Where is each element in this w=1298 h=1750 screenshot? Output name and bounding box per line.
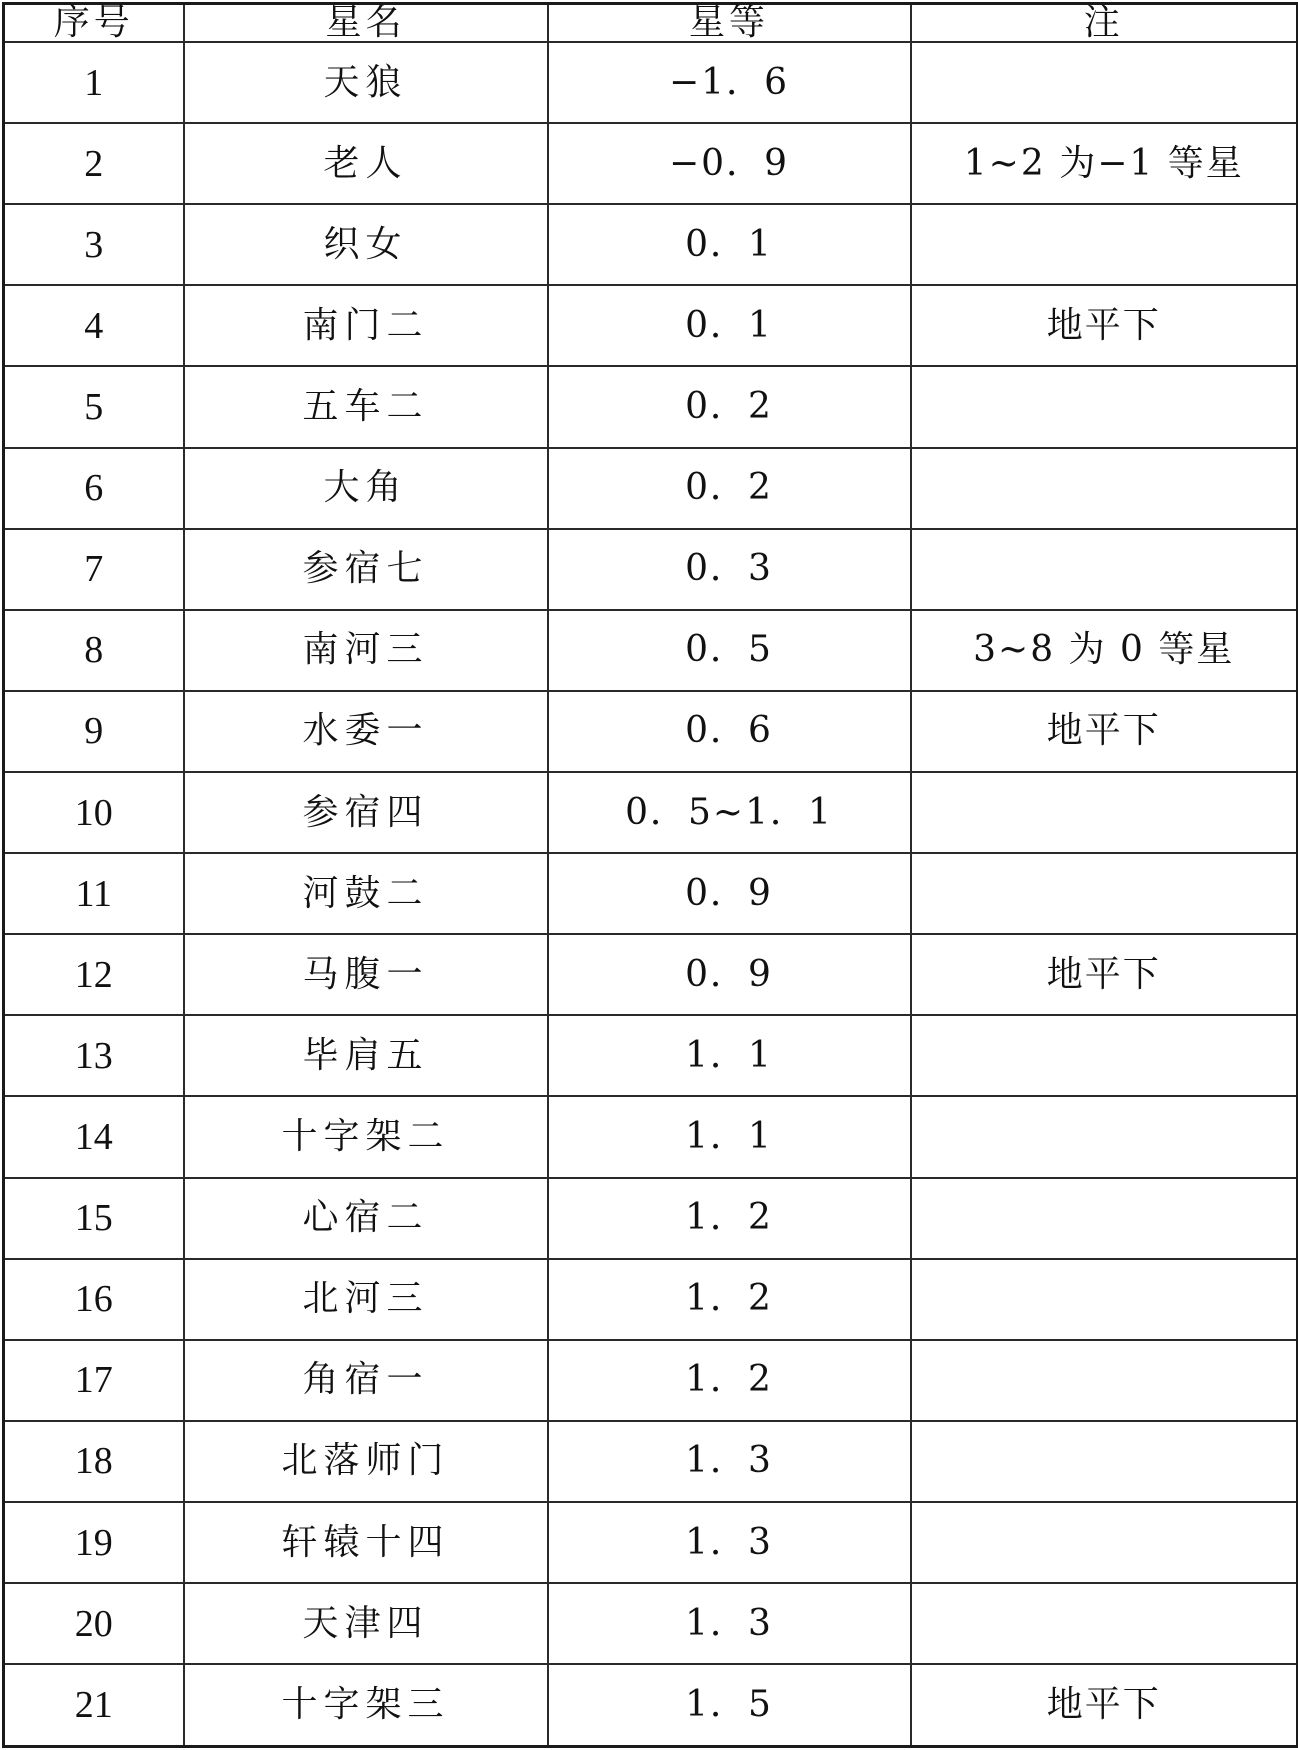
table-row xyxy=(4,853,1298,934)
row-star-name: 南河三 xyxy=(184,610,548,691)
row-note: 地平下 xyxy=(911,934,1298,1015)
row-note: 1~2 为−1 等星 xyxy=(911,123,1298,204)
row-index: 4 xyxy=(4,285,184,366)
row-magnitude: 1．1 xyxy=(548,1015,911,1096)
row-magnitude: 0．5 xyxy=(548,610,911,691)
row-star-name: 织女 xyxy=(184,204,548,285)
row-note xyxy=(911,42,1298,123)
table-body xyxy=(4,42,1298,1747)
row-note xyxy=(911,1259,1298,1340)
row-star-name: 天狼 xyxy=(184,42,548,123)
row-magnitude: 1．5 xyxy=(548,1664,911,1746)
row-index: 14 xyxy=(4,1096,184,1177)
row-star-name: 心宿二 xyxy=(184,1178,548,1259)
row-note xyxy=(911,772,1298,853)
table-row xyxy=(4,1664,1298,1746)
row-note xyxy=(911,853,1298,934)
row-magnitude: 1．3 xyxy=(548,1583,911,1664)
row-note: 3~8 为 0 等星 xyxy=(911,610,1298,691)
row-magnitude: 0．5~1．1 xyxy=(548,772,911,853)
table-header-row xyxy=(4,4,1298,43)
row-magnitude: 0．9 xyxy=(548,853,911,934)
row-note xyxy=(911,1421,1298,1502)
row-index: 3 xyxy=(4,204,184,285)
row-note xyxy=(911,1340,1298,1421)
row-star-name: 参宿四 xyxy=(184,772,548,853)
row-star-name: 老人 xyxy=(184,123,548,204)
row-index: 2 xyxy=(4,123,184,204)
row-magnitude: 1．3 xyxy=(548,1421,911,1502)
row-magnitude: −1．6 xyxy=(548,42,911,123)
table-row xyxy=(4,285,1298,366)
row-magnitude: 0．9 xyxy=(548,934,911,1015)
row-star-name: 轩辕十四 xyxy=(184,1502,548,1583)
table-row xyxy=(4,772,1298,853)
table-row xyxy=(4,691,1298,772)
row-index: 9 xyxy=(4,691,184,772)
row-magnitude: 0．2 xyxy=(548,448,911,529)
row-index: 11 xyxy=(4,853,184,934)
row-magnitude: 0．1 xyxy=(548,285,911,366)
row-magnitude: 1．2 xyxy=(548,1259,911,1340)
header-name: 星名 xyxy=(184,4,548,43)
row-index: 13 xyxy=(4,1015,184,1096)
row-star-name: 北河三 xyxy=(184,1259,548,1340)
row-note: 地平下 xyxy=(911,691,1298,772)
row-index: 8 xyxy=(4,610,184,691)
row-note: 地平下 xyxy=(911,285,1298,366)
row-star-name: 大角 xyxy=(184,448,548,529)
row-magnitude: −0．9 xyxy=(548,123,911,204)
table-row xyxy=(4,1340,1298,1421)
table-row xyxy=(4,610,1298,691)
row-magnitude: 1．2 xyxy=(548,1340,911,1421)
row-magnitude: 1．1 xyxy=(548,1096,911,1177)
table-row xyxy=(4,123,1298,204)
row-index: 20 xyxy=(4,1583,184,1664)
star-magnitude-table xyxy=(2,2,1298,1748)
row-index: 19 xyxy=(4,1502,184,1583)
row-magnitude: 0．6 xyxy=(548,691,911,772)
table-row xyxy=(4,1421,1298,1502)
row-note xyxy=(911,529,1298,610)
table-row xyxy=(4,1015,1298,1096)
table-row xyxy=(4,204,1298,285)
table-row xyxy=(4,1502,1298,1583)
header-note: 注 xyxy=(911,4,1298,43)
row-star-name: 十字架二 xyxy=(184,1096,548,1177)
row-index: 18 xyxy=(4,1421,184,1502)
table-row xyxy=(4,1096,1298,1177)
table-row xyxy=(4,366,1298,447)
row-note xyxy=(911,366,1298,447)
header-index: 序号 xyxy=(4,4,184,43)
row-star-name: 南门二 xyxy=(184,285,548,366)
row-note xyxy=(911,204,1298,285)
row-magnitude: 1．3 xyxy=(548,1502,911,1583)
row-star-name: 五车二 xyxy=(184,366,548,447)
row-index: 6 xyxy=(4,448,184,529)
row-index: 17 xyxy=(4,1340,184,1421)
row-index: 7 xyxy=(4,529,184,610)
table-row xyxy=(4,934,1298,1015)
row-star-name: 北落师门 xyxy=(184,1421,548,1502)
row-magnitude: 0．2 xyxy=(548,366,911,447)
table-row xyxy=(4,1583,1298,1664)
table-row xyxy=(4,1259,1298,1340)
row-index: 5 xyxy=(4,366,184,447)
table-row xyxy=(4,529,1298,610)
row-note xyxy=(911,448,1298,529)
row-index: 15 xyxy=(4,1178,184,1259)
row-star-name: 毕肩五 xyxy=(184,1015,548,1096)
row-star-name: 参宿七 xyxy=(184,529,548,610)
row-note xyxy=(911,1178,1298,1259)
row-star-name: 河鼓二 xyxy=(184,853,548,934)
row-index: 1 xyxy=(4,42,184,123)
table-row xyxy=(4,448,1298,529)
row-note xyxy=(911,1502,1298,1583)
row-magnitude: 1．2 xyxy=(548,1178,911,1259)
row-index: 16 xyxy=(4,1259,184,1340)
row-star-name: 角宿一 xyxy=(184,1340,548,1421)
row-note xyxy=(911,1015,1298,1096)
row-star-name: 十字架三 xyxy=(184,1664,548,1746)
row-star-name: 天津四 xyxy=(184,1583,548,1664)
row-index: 10 xyxy=(4,772,184,853)
row-magnitude: 0．1 xyxy=(548,204,911,285)
row-note xyxy=(911,1583,1298,1664)
table-row xyxy=(4,42,1298,123)
row-magnitude: 0．3 xyxy=(548,529,911,610)
row-star-name: 水委一 xyxy=(184,691,548,772)
table-row xyxy=(4,1178,1298,1259)
row-star-name: 马腹一 xyxy=(184,934,548,1015)
row-index: 12 xyxy=(4,934,184,1015)
header-magnitude: 星等 xyxy=(548,4,911,43)
row-note xyxy=(911,1096,1298,1177)
row-note: 地平下 xyxy=(911,1664,1298,1746)
row-index: 21 xyxy=(4,1664,184,1746)
